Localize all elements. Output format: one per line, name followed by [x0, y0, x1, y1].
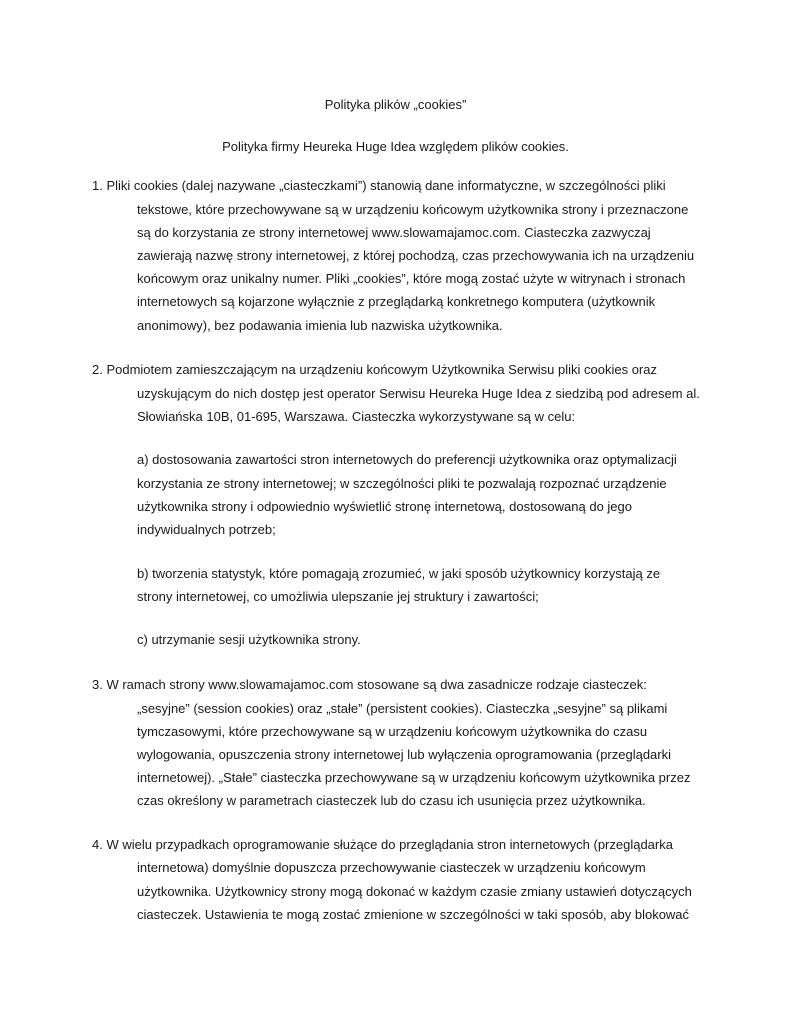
paragraph-line: użytkownika. Użytkownicy strony mogą dokonać w każdym czasie zmiany ustawień dotyczących: [137, 884, 692, 899]
paragraph-line: 2. Podmiotem zamieszczającym na urządzeniu końcowym Użytkownika Serwisu pliki cookies oraz: [92, 362, 657, 377]
document-subtitle: Polityka firmy Heureka Huge Idea względem plików cookies.: [222, 139, 569, 154]
list-item-line: strony internetowej, co umożliwia ulepszanie jej struktury i zawartości;: [137, 589, 539, 604]
paragraph-line: anonimowy), bez podawania imienia lub nazwiska użytkownika.: [137, 318, 503, 333]
paragraph-line: internetowych są kojarzone wyłącznie z przeglądarką konkretnego komputera (użytkownik: [137, 294, 656, 309]
paragraph-line: uzyskującym do nich dostęp jest operator Serwisu Heureka Huge Idea z siedzibą pod adresem al.: [137, 386, 700, 401]
list-item-line: c) utrzymanie sesji użytkownika strony.: [137, 632, 361, 647]
paragraph-line: internetowej). „Stałe” ciasteczka przechowywane są w urządzeniu końcowym użytkownika przez: [137, 770, 691, 785]
paragraph-line: tymczasowymi, które przechowywane są w urządzeniu końcowym użytkownika do czasu: [137, 724, 648, 739]
list-item-line: korzystania ze strony internetowej; w szczególności pliki te pozwalają rozpoznać urządzenie: [137, 476, 667, 491]
paragraph-line: 4. W wielu przypadkach oprogramowanie służące do przeglądania stron internetowych (przeglądarka: [92, 837, 673, 852]
document-title: Polityka plików „cookies”: [324, 97, 467, 112]
paragraph-line: „sesyjne” (session cookies) oraz „stałe” (persistent cookies). Ciasteczka „sesyjne” są plikami: [137, 701, 668, 716]
paragraph-line: końcowym oraz unikalny numer. Pliki „cookies”, które mogą zostać użyte w witrynach i stronach: [137, 271, 686, 286]
paragraph-line: 1. Pliki cookies (dalej nazywane „ciasteczkami”) stanowią dane informatyczne, w szczególności pliki: [92, 178, 666, 193]
paragraph-line: czas określony w parametrach ciasteczek lub do czasu ich usunięcia przez użytkownika.: [137, 793, 646, 808]
list-item-line: indywidualnych potrzeb;: [137, 522, 276, 537]
paragraph-line: Słowiańska 10B, 01-695, Warszawa. Ciasteczka wykorzystywane są w celu:: [137, 409, 576, 424]
paragraph-line: ciasteczek. Ustawienia te mogą zostać zmienione w szczególności w taki sposób, aby blokować: [137, 907, 690, 922]
paragraph-line: tekstowe, które przechowywane są w urządzeniu końcowym użytkownika strony i przeznaczone: [137, 202, 689, 217]
paragraph-line: wylogowania, opuszczenia strony internetowej lub wyłączenia oprogramowania (przeglądarki: [137, 747, 672, 762]
paragraph-line: internetowa) domyślnie dopuszcza przechowywanie ciasteczek w urządzeniu końcowym: [137, 860, 646, 875]
list-item-line: a) dostosowania zawartości stron internetowych do preferencji użytkownika oraz optymalizacji: [137, 452, 677, 467]
list-item-line: użytkownika strony i odpowiednio wyświetlić stronę internetową, dostosowaną do jego: [137, 499, 632, 514]
paragraph-line: są do korzystania ze strony internetowej www.slowamajamoc.com. Ciasteczka zazwyczaj: [137, 225, 651, 240]
list-item-line: b) tworzenia statystyk, które pomagają zrozumieć, w jaki sposób użytkownicy korzystają ze: [137, 566, 661, 581]
paragraph-line: 3. W ramach strony www.slowamajamoc.com stosowane są dwa zasadnicze rodzaje ciasteczek:: [92, 677, 647, 692]
paragraph-line: zawierają nazwę strony internetowej, z której pochodzą, czas przechowywania ich na urządzeniu: [137, 248, 695, 263]
